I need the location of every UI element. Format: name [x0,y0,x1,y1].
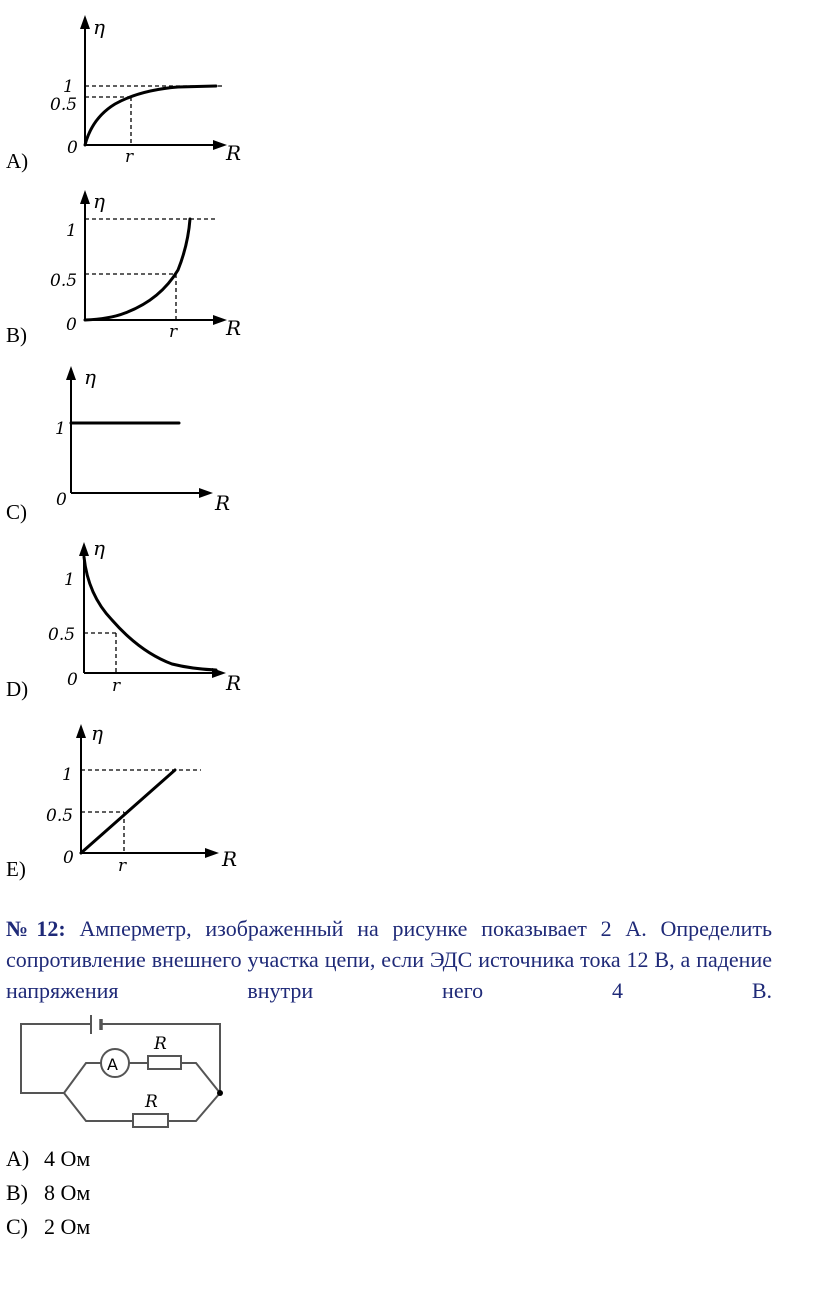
graph-d-r-mark: r [112,676,121,696]
graph-a-tick-1: 1 [63,77,74,97]
problem-text: Амперметр, изображенный на рисунке показывает 2 А. Определить сопротивление внешнего участка цепи, если ЭДС источника тока 12 В, а падение напряжения внутри него 4 В. [6,916,773,1003]
graph-d-tick-1: 1 [64,570,75,590]
graph-a [50,15,241,167]
graph-b-x-label: R [226,316,242,340]
graph-d-x-label: R [226,671,242,695]
answer-option-c[interactable] [6,1214,90,1240]
graph-e-tick-0: 0 [63,848,74,868]
answer-text: 8 Ом [44,1180,91,1205]
ammeter-label: A [107,1055,118,1074]
option-label-c: C) [6,500,27,524]
graph-a-y-label: η [93,15,105,39]
option-label-d: D) [6,677,29,701]
answer-text: 2 Ом [44,1214,91,1239]
graph-b-tick-0: 0 [66,315,77,335]
graph-e-y-label: η [91,721,103,745]
graph-e-tick-05: 0.5 [46,806,74,826]
option-label-b: B) [6,323,27,347]
graph-c-y-label: η [84,365,96,389]
graph-a-tick-0: 0 [67,138,78,158]
answer-letter: C) [6,1214,28,1239]
answer-letter: B) [6,1180,28,1205]
graph-a-r-mark: r [125,147,134,167]
resistor-bottom-label: R [145,1092,158,1112]
option-label-a: A) [6,149,29,173]
graph-c [55,365,230,515]
junction-node [217,1090,223,1096]
graph-e-r-mark: r [118,856,127,876]
graph-b-tick-05: 0.5 [50,271,78,291]
graph-c-x-label: R [215,491,231,515]
problem-number: №12: [6,916,66,941]
resistor-top [148,1056,181,1069]
graph-b-r-mark: r [169,322,178,342]
graph-d-tick-0: 0 [67,670,78,690]
graph-a-tick-05: 0.5 [50,95,78,115]
graph-b [50,189,241,342]
graph-e-tick-1: 1 [62,765,73,785]
problem-statement [6,913,772,1006]
graph-a-x-label: R [226,141,242,165]
resistor-bottom [133,1114,168,1127]
graph-e-x-label: R [222,847,238,871]
graph-d-tick-05: 0.5 [48,625,76,645]
resistor-top-label: R [154,1034,167,1054]
answer-option-a[interactable] [6,1146,90,1172]
graph-d-y-label: η [93,536,105,560]
graph-b-y-label: η [93,189,105,213]
answer-text: 4 Ом [44,1146,91,1171]
graph-c-tick-1: 1 [55,419,66,439]
graph-c-tick-0: 0 [56,490,67,510]
answer-letter: A) [6,1146,30,1171]
graph-e [46,721,237,876]
circuit-diagram [21,1015,223,1127]
option-label-e: E) [6,857,26,881]
answer-option-b[interactable] [6,1180,90,1206]
graph-b-tick-1: 1 [66,221,77,241]
graph-d [48,536,241,696]
